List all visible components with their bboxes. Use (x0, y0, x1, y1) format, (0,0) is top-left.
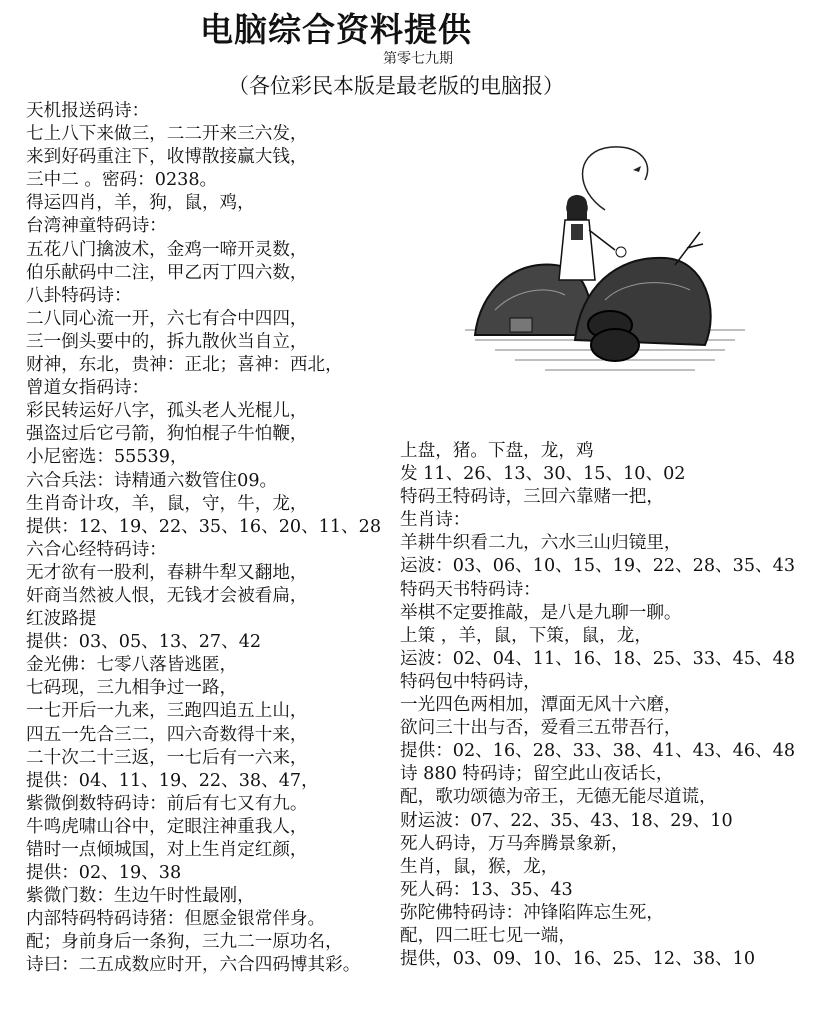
text-line: 提供，03、09、10、16、25、12、38、10 (400, 949, 756, 970)
text-line: 六合心经特码诗： (26, 539, 167, 560)
text-line: 无才欲有一股利，春耕牛犁又翻地， (26, 562, 308, 583)
text-line: 生肖奇计攻，羊，鼠，守，牛，龙， (26, 493, 308, 514)
text-line: 诗 880 特码诗；留空此山夜话长， (400, 764, 674, 785)
text-line: 三中二 。密码：0238。 (26, 170, 218, 191)
text-line: 弥陀佛特码诗：冲锋陷阵忘生死， (400, 902, 664, 923)
text-line: 提供：02、19、38 (26, 863, 182, 884)
text-line: 死人码诗，万马奔腾景象新， (400, 833, 629, 854)
text-line: 内部特码特码诗猪：但愿金银常伴身。 (26, 909, 326, 930)
text-line: 配，歌功颂德为帝王，无德无能尽道谎， (400, 787, 717, 808)
text-line: 八卦特码诗： (26, 285, 132, 306)
text-line: 来到好码重注下，收博散接赢大钱， (26, 147, 308, 168)
text-line: 台湾神童特码诗： (26, 216, 167, 237)
text-line: 一七开后一九来，三跑四追五上山， (26, 701, 308, 722)
text-line: 七码现，三九相争过一路， (26, 678, 238, 699)
text-line: 运波：03、06、10、15、19、22、28、35、43 (400, 556, 796, 577)
text-line: 上策 ，羊，鼠，下策，鼠，龙， (400, 625, 652, 646)
text-line: 六合兵法：诗精通六数管住09。 (26, 470, 278, 491)
text-line: 羊耕牛织看二九，六水三山归镜里， (400, 533, 682, 554)
text-line: 红波路提 (26, 609, 97, 630)
text-line: 曾道女指码诗： (26, 378, 150, 399)
text-line: 三一倒头要中的，拆九散伙当自立， (26, 331, 308, 352)
text-line: 配；身前身后一条狗，三九二一原功名， (26, 932, 343, 953)
text-line: 运波：02、04、11、16、18、25、33、45、48 (400, 648, 796, 669)
text-line: 配，四二旺七见一端， (400, 925, 576, 946)
text-line: 二八同心流一开，六七有合中四四， (26, 308, 308, 329)
text-line: 举棋不定要推敲，是八是九聊一聊。 (400, 602, 682, 623)
text-line: 五花八门擒波术，金鸡一啼开灵数， (26, 239, 308, 260)
text-line: 牛鸣虎啸山谷中，定眼注神重我人， (26, 816, 308, 837)
text-line: 得运四肖，羊，狗，鼠，鸡， (26, 193, 255, 214)
text-line: 紫微倒数特码诗：前后有七又有九。 (26, 793, 308, 814)
page-title: 电脑综合资料提供 (200, 10, 472, 49)
text-line: 特码包中特码诗， (400, 671, 541, 692)
text-line: 生肖，鼠，猴，龙， (400, 856, 559, 877)
text-line: 特码王特码诗，三回六靠赌一把， (400, 487, 664, 508)
text-line: 欲问三十出与否，爱看三五带吾行， (400, 718, 682, 739)
illustration (455, 140, 755, 410)
text-line: 二十次二十三返，一七后有一六来， (26, 747, 308, 768)
text-line: 小尼密选：55539， (26, 447, 188, 468)
text-line: 提供：02、16、28、33、38、41、43、46、48 (400, 741, 796, 762)
text-line: 紫微门数：生边午时性最刚， (26, 886, 255, 907)
text-line: 发 11、26、13、30、15、10、02 (400, 464, 686, 485)
text-line: 奸商当然被人恨，无钱才会被看扁， (26, 585, 308, 606)
text-line: 金光佛：七零八落皆逃匿， (26, 655, 238, 676)
text-line: 诗曰：二五成数应时开，六合四码博其彩。 (26, 955, 361, 976)
text-line: 一光四色两相加，潭面无风十六磨， (400, 695, 682, 716)
text-line: 彩民转运好八字，孤头老人光棍儿， (26, 401, 308, 422)
text-line: 提供：03、05、13、27、42 (26, 632, 262, 653)
text-line: 生肖诗： (400, 510, 471, 531)
text-line: 财神，东北，贵神：正北；喜神：西北， (26, 355, 343, 376)
text-line: 天机报送码诗： (26, 101, 150, 121)
text-line: 上盘，猪。下盘，龙，鸡 (400, 441, 594, 461)
woman-on-rocks-illustration (455, 140, 755, 410)
left-column (26, 100, 396, 978)
text-line: 提供：04、11、19、22、38、47， (26, 770, 319, 791)
text-line: 提供：12、19、22、35、16、20、11、28 (26, 516, 382, 537)
page-subtitle: （各位彩民本版是最老版的电脑报） (228, 74, 564, 98)
text-line: 错时一点倾城国，对上生肖定红颜， (26, 840, 308, 860)
text-line: 死人码：13、35、43 (400, 879, 573, 900)
text-line: 特码天书特码诗： (400, 579, 541, 600)
text-line: 七上八下来做三，二二开来三六发， (26, 124, 308, 145)
text-line: 四五一先合三二，四六奇数得十来， (26, 724, 308, 745)
issue-number: 第零七九期 (383, 51, 453, 67)
text-line: 伯乐献码中二注，甲乙丙丁四六数， (26, 262, 308, 283)
right-column (400, 440, 800, 971)
text-line: 强盗过后它弓箭，狗怕棍子牛怕鞭， (26, 424, 308, 445)
text-line: 财运波：07、22、35、43、18、29、10 (400, 810, 733, 831)
